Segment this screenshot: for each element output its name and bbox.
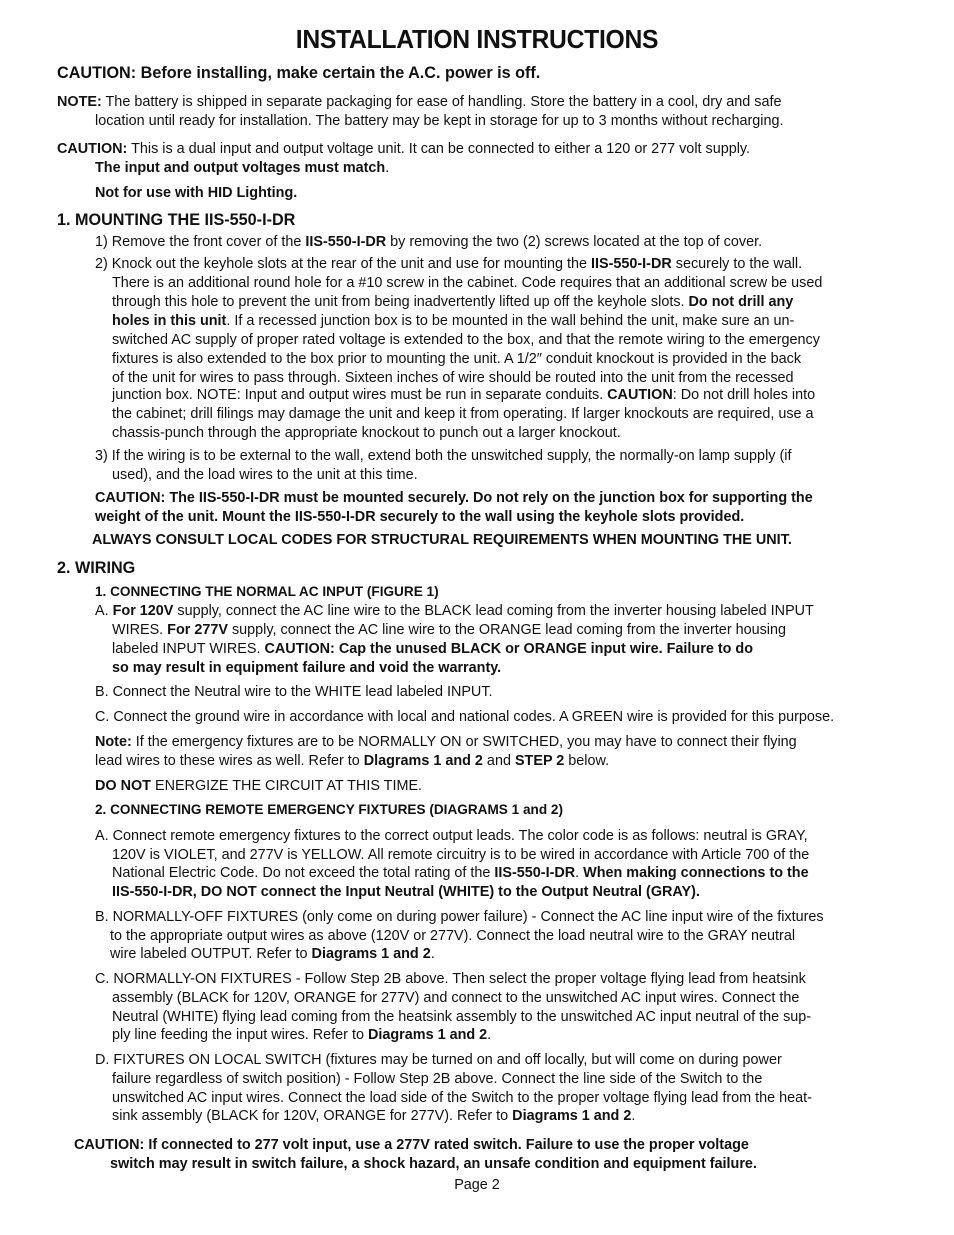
caution-mount-line-2: weight of the unit. Mount the IIS-550-I-DR securely to the wall using the keyhole slots provided. <box>95 509 745 525</box>
remote-c-line-3: Neutral (WHITE) flying lead coming from the heatsink assembly to the unswitched AC input neutral of the sup- <box>112 1009 812 1025</box>
caution-switch-line-2: switch may result in switch failure, a shock hazard, an unsafe condition and equipment failure. <box>110 1156 757 1172</box>
note-label: NOTE: <box>57 94 102 110</box>
step-2-line-4: holes in this unit. If a recessed junction box is to be mounted in the wall behind the unit, make sure an un- <box>112 313 795 329</box>
page-number: Page 2 <box>454 1177 500 1193</box>
step-2-line-10: chassis-punch through the appropriate knockout to punch out a larger knockout. <box>112 425 621 441</box>
wiring-c: C. Connect the ground wire in accordance with local and national codes. A GREEN wire is provided for this purpose. <box>95 709 835 725</box>
remote-b-line-3: wire labeled OUTPUT. Refer to Diagrams 1 and 2. <box>110 946 435 962</box>
step-2-line-5: switched AC supply of proper rated voltage is extended to the box, and that the remote wiring to the emergency <box>112 332 820 348</box>
remote-b-line-2: to the appropriate output wires as above (120V or 277V). Connect the load neutral wire to the GRAY neutral <box>110 928 796 944</box>
wiring-b: B. Connect the Neutral wire to the WHITE lead labeled INPUT. <box>95 684 493 700</box>
note-line-2: location until ready for installation. The battery may be kept in storage for up to 3 months without recharging. <box>95 113 784 129</box>
remote-d-line-4: sink assembly (BLACK for 120V, ORANGE for 277V). Refer to Diagrams 1 and 2. <box>112 1108 636 1124</box>
caution-switch-line-1: CAUTION: If connected to 277 volt input, use a 277V rated switch. Failure to use the proper voltage <box>74 1137 749 1153</box>
remote-d-line-2: failure regardless of switch position) - Follow Step 2B above. Connect the line side of the Switch to the <box>112 1071 763 1087</box>
wiring-note-line-1: Note: If the emergency fixtures are to be NORMALLY ON or SWITCHED, you may have to connect their flying <box>95 734 797 750</box>
note-line-1: NOTE: The battery is shipped in separate packaging for ease of handling. Store the battery in a cool, dry and safe <box>57 94 782 110</box>
section-2-heading: 2. WIRING <box>57 559 136 577</box>
page-title: INSTALLATION INSTRUCTIONS <box>295 24 659 54</box>
wiring-note-line-2: lead wires to these wires as well. Refer to Dlagrams 1 and 2 and STEP 2 below. <box>95 753 610 769</box>
wiring-a-line-4: so may result in equipment failure and void the warranty. <box>112 660 502 676</box>
consult-codes: ALWAYS CONSULT LOCAL CODES FOR STRUCTURAL REQUIREMENTS WHEN MOUNTING THE UNIT. <box>92 532 792 548</box>
remote-d-line-1: D. FIXTURES ON LOCAL SWITCH (fixtures may be turned on and off locally, but will come on during power <box>95 1052 782 1068</box>
caution-dual-line-1: CAUTION: This is a dual input and output voltage unit. It can be connected to either a 120 or 277 volt supply. <box>57 141 751 157</box>
hid-warning: Not for use with HID Lighting. <box>95 185 298 201</box>
remote-a-line-3: National Electric Code. Do not exceed the total rating of the IIS-550-I-DR. When making connections to the <box>112 865 809 881</box>
step-2-line-8: junction box. NOTE: Input and output wires must be run in separate conduits. CAUTION: Do not drill holes into <box>112 387 816 403</box>
remote-c-line-1: C. NORMALLY-ON FIXTURES - Follow Step 2B above. Then select the proper voltage flying lead from heatsink <box>95 971 806 987</box>
remote-c-line-2: assembly (BLACK for 120V, ORANGE for 277V) and connect to the unswitched AC input wires. Connect the <box>112 990 800 1006</box>
step-3-line-1: 3) If the wiring is to be external to the wall, extend both the unswitched supply, the normally-on lamp supply (if <box>95 448 792 464</box>
step-2-line-1: 2) Knock out the keyhole slots at the rear of the unit and use for mounting the IIS-550-I-DR securely to the wall. <box>95 256 803 272</box>
step-3-line-2: used), and the load wires to the unit at this time. <box>112 467 418 483</box>
subsection-1-heading: 1. CONNECTING THE NORMAL AC INPUT (FIGURE 1) <box>95 584 439 599</box>
step-2-line-2: There is an additional round hole for a #10 screw in the cabinet. Code requires that an additional screw be used <box>112 275 823 291</box>
remote-c-line-4: ply line feeding the input wires. Refer to Diagrams 1 and 2. <box>112 1027 492 1043</box>
remote-a-line-2: 120V is VIOLET, and 277V is YELLOW. All remote circuitry is to be wired in accordance with Article 700 of the <box>112 847 810 863</box>
section-1-heading: 1. MOUNTING THE IIS-550-I-DR <box>57 211 296 229</box>
step-1: 1) Remove the front cover of the IIS-550-I-DR by removing the two (2) screws located at the top of cover. <box>95 234 763 250</box>
do-not-energize: DO NOT ENERGIZE THE CIRCUIT AT THIS TIME. <box>95 778 423 794</box>
caution-mount-line-1: CAUTION: The IIS-550-I-DR must be mounted securely. Do not rely on the junction box for supporting the <box>95 490 813 506</box>
step-2-line-6: fixtures is also extended to the box prior to mounting the unit. A 1/2″ conduit knockout is provided in the back <box>112 351 802 367</box>
remote-b-line-1: B. NORMALLY-OFF FIXTURES (only come on during power failure) - Connect the AC line input wire of the fixtures <box>95 909 824 925</box>
wiring-a-line-1: A. For 120V supply, connect the AC line wire to the BLACK lead coming from the inverter housing labeled INPUT <box>95 603 814 619</box>
caution-dual-line-2: The input and output voltages must match. <box>95 160 390 176</box>
remote-a-line-4: IIS-550-I-DR, DO NOT connect the Input Neutral (WHITE) to the Output Neutral (GRAY). <box>112 884 700 900</box>
wiring-a-line-3: labeled INPUT WIRES. CAUTION: Cap the unused BLACK or ORANGE input wire. Failure to do <box>112 641 753 657</box>
wiring-a-line-2: WIRES. For 277V supply, connect the AC line wire to the ORANGE lead coming from the inverter housing <box>112 622 787 638</box>
step-2-line-3: through this hole to prevent the unit from being inadvertently lifted up off the keyhole slots. Do not drill any <box>112 294 794 310</box>
remote-a-line-1: A. Connect remote emergency fixtures to the correct output leads. The color code is as follows: neutral is GRAY, <box>95 828 808 844</box>
caution-power-off: CAUTION: Before installing, make certain the A.C. power is off. <box>57 64 541 82</box>
step-2-line-9: the cabinet; drill filings may damage the unit and keep it from operating. If larger knockouts are required, use a <box>112 406 814 422</box>
subsection-2-heading: 2. CONNECTING REMOTE EMERGENCY FIXTURES (DIAGRAMS 1 and 2) <box>95 802 564 817</box>
step-2-line-7: of the unit for wires to pass through. Sixteen inches of wire should be routed into the unit from the recessed <box>112 370 794 386</box>
remote-d-line-3: unswitched AC input wires. Connect the load side of the Switch to the proper voltage flying lead from the heat- <box>112 1090 812 1106</box>
